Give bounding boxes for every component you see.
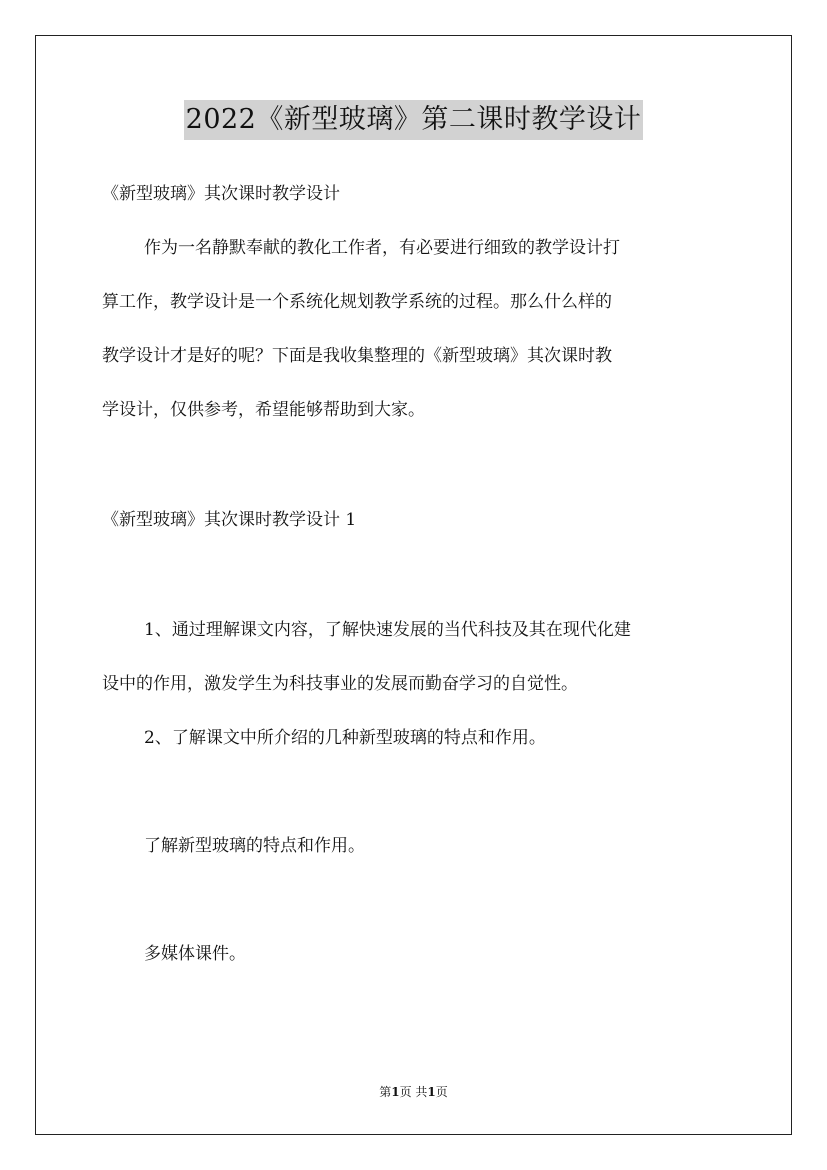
- title-container: [0, 100, 827, 140]
- document-title: 2022《新型玻璃》第二课时教学设计: [184, 100, 644, 140]
- intro-line-1: 作为一名静默奉献的教化工作者，有必要进行细致的教学设计打: [144, 238, 620, 258]
- footer-prefix: 第: [379, 1085, 392, 1099]
- goal-line-3: 2、了解课文中所介绍的几种新型玻璃的特点和作用。: [144, 728, 546, 748]
- footer-mid: 页 共: [399, 1085, 428, 1099]
- goal-line-1: 1、通过理解课文内容，了解快速发展的当代科技及其在现代化建: [144, 620, 631, 640]
- subtitle: 《新型玻璃》其次课时教学设计: [102, 184, 340, 204]
- footer-page-total: 1: [427, 1085, 436, 1099]
- footer-page-current: 1: [391, 1085, 400, 1099]
- goal-line-2: 设中的作用，激发学生为科技事业的发展而勤奋学习的自觉性。: [102, 674, 578, 694]
- page-footer: [0, 1084, 827, 1100]
- intro-line-3: 教学设计才是好的呢？下面是我收集整理的《新型玻璃》其次课时教: [102, 346, 612, 366]
- intro-line-4: 学设计，仅供参考，希望能够帮助到大家。: [102, 400, 425, 420]
- intro-line-2: 算工作，教学设计是一个系统化规划教学系统的过程。那么什么样的: [102, 292, 612, 312]
- section-heading: 《新型玻璃》其次课时教学设计 1: [102, 510, 357, 530]
- footer-suffix: 页: [435, 1085, 448, 1099]
- key-point: 了解新型玻璃的特点和作用。: [144, 836, 365, 856]
- preparation: 多媒体课件。: [144, 944, 246, 964]
